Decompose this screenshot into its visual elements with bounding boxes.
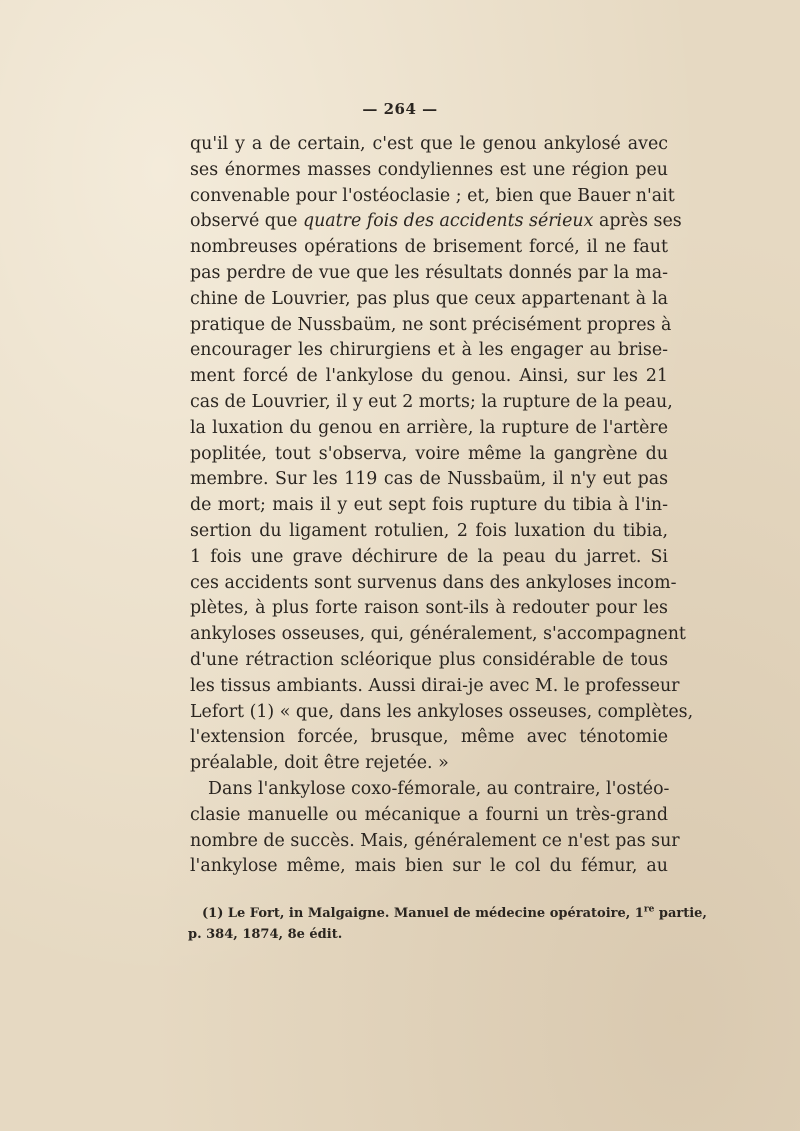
text-run: pas perdre de vue que les résultats donnés par la ma- — [190, 262, 668, 283]
text-run: plètes, à plus forte raison sont-ils à redouter pour les — [190, 598, 668, 619]
text-line — [190, 545, 668, 571]
text-run: ses énormes masses condyliennes est une région peu — [190, 159, 668, 180]
text-line — [190, 725, 668, 751]
text-line — [190, 209, 682, 235]
footnote-line: p. 384, 1874, 8e édit. — [188, 927, 343, 942]
page-number: — 264 — — [362, 100, 438, 118]
text-line — [190, 571, 677, 597]
text-line — [190, 777, 668, 803]
text-line — [190, 184, 675, 210]
footnote-superscript: re — [643, 904, 655, 915]
text-run: nombreuses opérations de brisement forcé, il ne faut — [190, 237, 668, 258]
footnote-line: (1) Le Fort, in Malgaigne. Manuel de médecine opératoire, 1re partie, — [202, 904, 707, 921]
text-line — [190, 287, 668, 313]
text-line — [190, 132, 668, 158]
text-run: après ses — [593, 211, 682, 232]
text-line — [190, 313, 672, 339]
text-line — [190, 751, 668, 777]
text-line — [190, 261, 668, 287]
text-run: pratique de Nussbaüm, ne sont précisément propres à — [190, 314, 672, 335]
text-line — [190, 158, 668, 184]
text-run: chine de Louvrier, pas plus que ceux appartenant à la — [190, 288, 668, 309]
text-run: nombre de succès. Mais, généralement ce n'est pas sur — [190, 830, 680, 851]
text-run: poplitée, tout s'observa, voire même la gangrène du — [190, 443, 668, 464]
text-line — [190, 416, 668, 442]
text-line — [190, 467, 668, 493]
text-run: encourager les chirurgiens et à les engager au brise- — [190, 340, 668, 361]
text-line — [190, 338, 668, 364]
text-run: sertion du ligament rotulien, 2 fois luxation du tibia, — [190, 520, 668, 541]
text-run: Lefort (1) « que, dans les ankyloses osseuses, complètes, — [190, 701, 694, 722]
text-run: l'extension forcée, brusque, même avec ténotomie — [190, 727, 668, 748]
text-run: qu'il y a de certain, c'est que le genou ankylosé avec — [190, 134, 668, 154]
text-run: ankyloses osseuses, qui, généralement, s'accompagnent — [190, 624, 686, 645]
text-line — [190, 622, 686, 648]
text-run: d'une rétraction scléorique plus considérable de tous — [190, 649, 668, 670]
text-run: préalable, doit être rejetée. » — [190, 753, 449, 774]
text-line — [190, 700, 694, 726]
text-run: ces accidents sont survenus dans des ankyloses incom- — [190, 572, 677, 593]
italic-phrase: quatre fois des accidents sérieux — [302, 211, 594, 232]
text-run: observé que — [190, 211, 303, 232]
text-run: 1 fois une grave déchirure de la peau du jarret. Si — [190, 546, 668, 567]
text-run: les tissus ambiants. Aussi dirai-je avec M. le professeur — [190, 675, 680, 696]
text-run: clasie manuelle ou mécanique a fourni un très-grand — [190, 804, 668, 825]
text-run: membre. Sur les 119 cas de Nussbaüm, il n'y eut pas — [190, 469, 668, 490]
text-line — [190, 596, 668, 622]
text-run: cas de Louvrier, il y eut 2 morts; la rupture de la peau, — [190, 391, 673, 412]
text-line — [190, 854, 668, 880]
text-line — [190, 829, 680, 855]
text-run: Dans l'ankylose coxo-fémorale, au contraire, l'ostéo- — [208, 778, 670, 799]
text-line — [190, 493, 668, 519]
text-run: de mort; mais il y eut sept fois rupture du tibia à l'in- — [190, 495, 668, 516]
text-line — [190, 364, 668, 390]
text-line — [190, 442, 668, 468]
text-run: convenable pour l'ostéoclasie ; et, bien que Bauer n'ait — [190, 185, 675, 206]
text-run: la luxation du genou en arrière, la rupture de l'artère — [190, 417, 668, 438]
text-line — [190, 390, 673, 416]
text-run: ment forcé de l'ankylose du genou. Ainsi, sur les 21 — [190, 366, 668, 387]
text-line — [190, 803, 668, 829]
text-line — [190, 235, 668, 261]
footnote — [188, 903, 707, 945]
text-line — [190, 648, 668, 674]
text-line — [190, 519, 668, 545]
text-line — [190, 674, 680, 700]
body-text — [190, 132, 694, 880]
text-run: l'ankylose même, mais bien sur le col du fémur, au — [190, 856, 668, 877]
